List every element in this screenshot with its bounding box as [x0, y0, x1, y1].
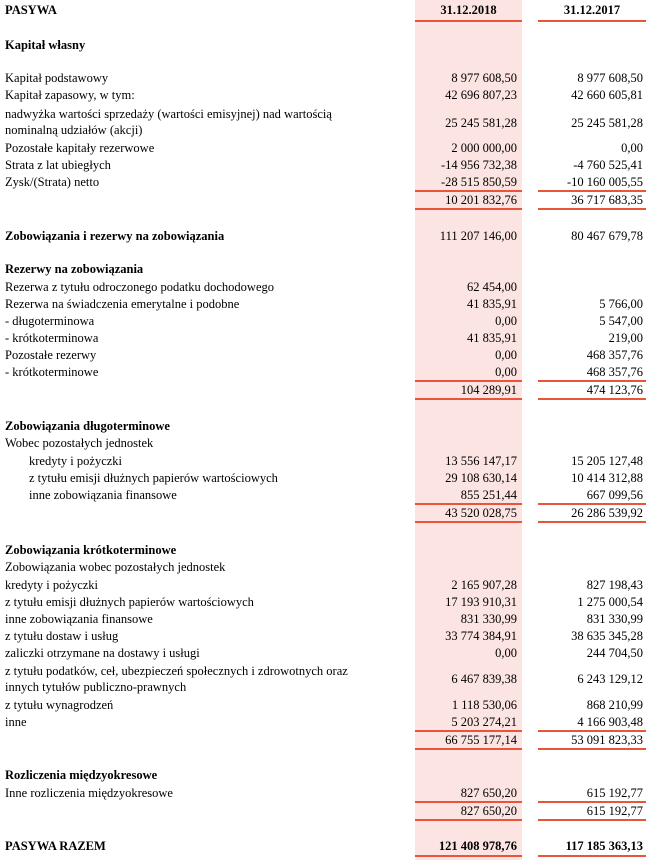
- page-title: PASYWA: [5, 3, 57, 17]
- table-row: inne zobowiązania finansowe 831 330,99 831 330,99: [5, 612, 643, 626]
- table-row: z tytułu dostaw i usług 33 774 384,91 38 635 345,28: [5, 629, 643, 643]
- table-header: [0, 2, 652, 18]
- provisions-title: Rezerwy na zobowiązania: [5, 262, 144, 276]
- table-row: - długoterminowa 0,00 5 547,00: [5, 314, 643, 328]
- table-row: Rezerwa na świadczenia emerytalne i podobne 41 835,91 5 766,00: [5, 297, 643, 311]
- subtotal-row: 66 755 177,14 53 091 823,33: [445, 733, 643, 747]
- subtotal-row: 827 650,20 615 192,77: [460, 804, 643, 818]
- table-row: Kapitał zapasowy, w tym: 42 696 807,23 42 660 605,81: [5, 88, 643, 102]
- grand-total-row: PASYWA RAZEM 121 408 978,76 117 185 363,13: [5, 839, 643, 853]
- shortterm-title: Zobowiązania krótkoterminowe: [5, 543, 177, 557]
- table-row: nadwyżka wartości sprzedaży (wartości emisyjnej) nad wartością nominalną udziałów (akcji) 25 245 581,28 25 245 581,28: [5, 107, 643, 137]
- table-row: zaliczki otrzymane na dostawy i usługi 0,00 244 704,50: [5, 646, 643, 660]
- header-rule-2018: [415, 20, 522, 22]
- table-row: kredyty i pożyczki 2 165 907,28 827 198,43: [5, 578, 643, 592]
- subtotal-row: 104 289,91 474 123,76: [460, 383, 643, 397]
- table-row: inne 5 203 274,21 4 166 903,48: [5, 715, 643, 729]
- table-row: Rezerwa z tytułu odroczonego podatku dochodowego 62 454,00: [5, 280, 517, 294]
- table-row: Pozostałe kapitały rezerwowe 2 000 000,00 0,00: [5, 141, 643, 155]
- col-2017-header: 31.12.2017: [563, 3, 621, 17]
- col-2018-header: 31.12.2018: [440, 3, 497, 17]
- table-row: - krótkoterminowa 41 835,91 219,00: [5, 331, 643, 345]
- accruals-title: Rozliczenia międzyokresowe: [5, 768, 158, 782]
- table-row: Inne rozliczenia międzyokresowe 827 650,20 615 192,77: [5, 786, 643, 800]
- subtotal-row: 10 201 832,76 36 717 683,35: [445, 193, 643, 207]
- longterm-title: Zobowiązania długoterminowe: [5, 419, 170, 433]
- subtotal-row: 43 520 028,75 26 286 539,92: [445, 506, 643, 520]
- table-row: z tytułu emisji dłużnych papierów wartościowych 17 193 910,31 1 275 000,54: [5, 595, 643, 609]
- table-row: kredyty i pożyczki 13 556 147,17 15 205 127,48: [29, 454, 643, 468]
- table-row: z tytułu podatków, ceł, ubezpieczeń społecznych i zdrowotnych oraz innych tytułów publiczno-prawnych 6 467 839,38 6 243 129,12: [5, 664, 643, 694]
- header-rule-2017: [538, 20, 646, 22]
- table-row: inne zobowiązania finansowe 855 251,44 667 099,56: [29, 488, 643, 502]
- table-row: Strata z lat ubiegłych -14 956 732,38 -4 760 525,41: [5, 158, 643, 172]
- table-row: Zysk/(Strata) netto -28 515 850,59 -10 160 005,55: [5, 175, 643, 189]
- table-row: z tytułu wynagrodzeń 1 118 530,06 868 210,99: [5, 698, 643, 712]
- table-row: Kapitał podstawowy 8 977 608,50 8 977 608,50: [5, 71, 643, 85]
- table-row: - krótkoterminowe 0,00 468 357,76: [5, 365, 643, 379]
- equity-title: Kapitał własny: [5, 38, 86, 52]
- table-row: z tytułu emisji dłużnych papierów wartościowych 29 108 630,14 10 414 312,88: [29, 471, 643, 485]
- table-row: Pozostałe rezerwy 0,00 468 357,76: [5, 348, 643, 362]
- table-row: Zobowiązania i rezerwy na zobowiązania 111 207 146,00 80 467 679,78: [5, 229, 643, 243]
